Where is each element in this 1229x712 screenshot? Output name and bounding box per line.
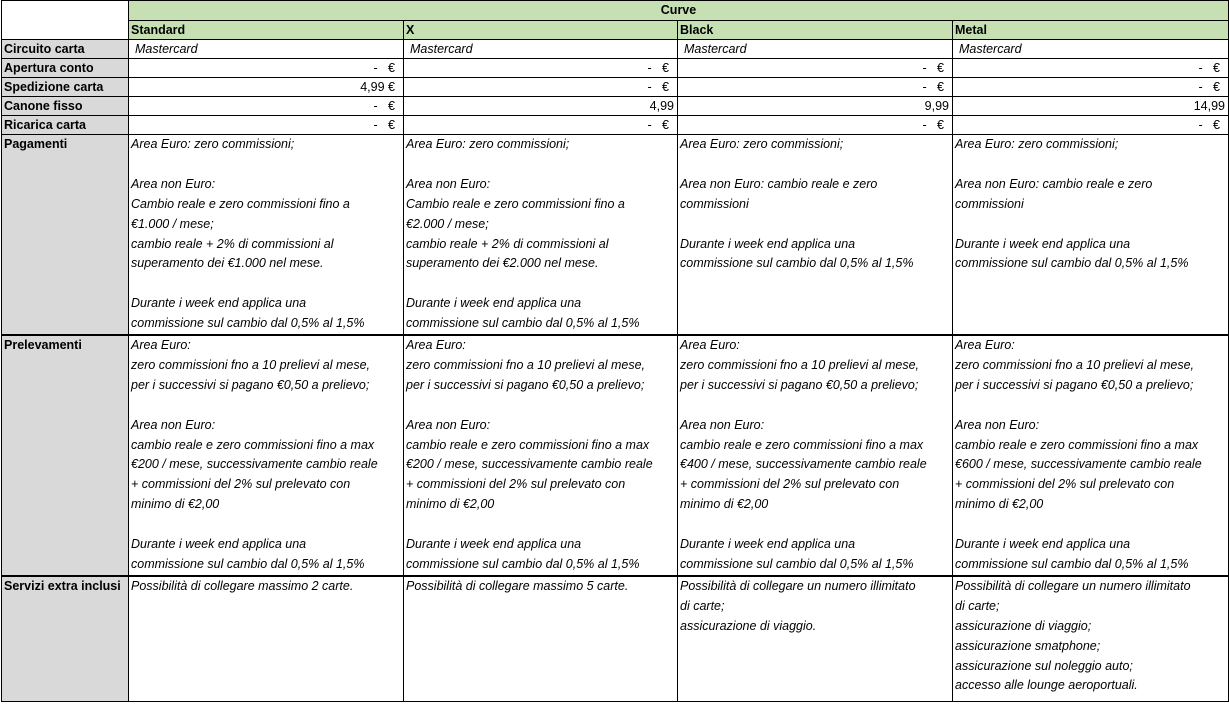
cell-text-line: Possibilità di collegare massimo 5 carte. bbox=[406, 578, 629, 593]
cell-text-line: zero commissioni fno a 10 prelievi al mese, bbox=[131, 357, 370, 372]
cell-text-line: minimo di €2,00 bbox=[680, 497, 769, 512]
cell-text-line bbox=[406, 396, 675, 416]
cell-text-line bbox=[680, 396, 950, 416]
cell-text-line: €400 / mese, successivamente cambio reale bbox=[680, 457, 927, 472]
cell-prelevamenti-x[interactable] bbox=[404, 335, 678, 576]
comparison-table bbox=[1, 0, 1229, 702]
cell-text-line: Area non Euro: bbox=[680, 417, 765, 432]
row-label-prelevamenti[interactable]: Prelevamenti bbox=[2, 335, 129, 576]
plan-header-black[interactable]: Black bbox=[678, 20, 953, 40]
cell-circuito-standard[interactable]: Mastercard bbox=[129, 40, 404, 59]
cell-text-line: Cambio reale e zero commissioni fino a bbox=[406, 196, 625, 211]
cell-text-line: Area Euro: zero commissioni; bbox=[406, 137, 570, 151]
cell-canone-black[interactable]: 9,99 bbox=[678, 97, 953, 116]
cell-text-line: Area non Euro: bbox=[955, 417, 1040, 432]
cell-text-line: Area Euro: zero commissioni; bbox=[680, 137, 844, 151]
cell-text-line: commissioni bbox=[955, 196, 1024, 211]
cell-text-line bbox=[955, 215, 1226, 235]
cell-text-line: + commissioni del 2% sul prelevato con bbox=[680, 477, 900, 492]
cell-canone-standard[interactable]: - € bbox=[129, 97, 404, 116]
cell-text-line: Possibilità di collegare un numero illimitato bbox=[955, 578, 1191, 593]
cell-text-line: Area non Euro: bbox=[406, 417, 491, 432]
cell-text-line: di carte; bbox=[680, 598, 725, 613]
cell-ricarica-x[interactable]: - € bbox=[404, 116, 678, 135]
cell-pagamenti-black[interactable] bbox=[678, 135, 953, 336]
cell-text-line: Area Euro: zero commissioni; bbox=[955, 137, 1119, 151]
cell-text-line: cambio reale e zero commissioni fino a max bbox=[955, 437, 1199, 452]
cell-canone-x[interactable]: 4,99 bbox=[404, 97, 678, 116]
cell-text-line: commissione sul cambio dal 0,5% al 1,5% bbox=[955, 256, 1189, 271]
cell-text-line bbox=[955, 396, 1226, 416]
cell-text-line: per i successivi si pagano €0,50 a prelievo; bbox=[131, 377, 370, 392]
cell-text-line bbox=[955, 155, 1226, 175]
cell-text-line bbox=[680, 515, 950, 535]
cell-text-line: commissione sul cambio dal 0,5% al 1,5% bbox=[131, 316, 365, 331]
cell-apertura-x[interactable]: - € bbox=[404, 59, 678, 78]
cell-text-line: zero commissioni fno a 10 prelievi al mese, bbox=[955, 357, 1194, 372]
cell-circuito-metal[interactable]: Mastercard bbox=[953, 40, 1229, 59]
cell-text-line: per i successivi si pagano €0,50 a prelievo; bbox=[955, 377, 1194, 392]
cell-circuito-x[interactable]: Mastercard bbox=[404, 40, 678, 59]
cell-pagamenti-metal[interactable] bbox=[953, 135, 1229, 336]
cell-text-line: + commissioni del 2% sul prelevato con bbox=[955, 477, 1175, 492]
cell-text-line bbox=[406, 155, 675, 175]
cell-servizi-x[interactable] bbox=[404, 576, 678, 702]
cell-text-line bbox=[680, 155, 950, 175]
cell-text-line: €200 / mese, successivamente cambio reale bbox=[406, 457, 653, 472]
cell-text-line: cambio reale + 2% di commissioni al bbox=[406, 236, 609, 251]
cell-text-line: cambio reale + 2% di commissioni al bbox=[131, 236, 334, 251]
cell-text-line: per i successivi si pagano €0,50 a prelievo; bbox=[680, 377, 919, 392]
cell-apertura-standard[interactable]: - € bbox=[129, 59, 404, 78]
cell-canone-metal[interactable]: 14,99 bbox=[953, 97, 1229, 116]
row-prelevamenti bbox=[2, 335, 1229, 576]
cell-text-line bbox=[131, 515, 401, 535]
row-label-ricarica[interactable]: Ricarica carta bbox=[2, 116, 129, 135]
cell-text-line: + commissioni del 2% sul prelevato con bbox=[131, 477, 351, 492]
cell-text-line: cambio reale e zero commissioni fino a max bbox=[680, 437, 924, 452]
row-pagamenti bbox=[2, 135, 1229, 336]
cell-text-line: €200 / mese, successivamente cambio reale bbox=[131, 457, 378, 472]
cell-text-line: Durante i week end applica una bbox=[406, 296, 582, 311]
cell-text-line bbox=[406, 515, 675, 535]
cell-text-line: Durante i week end applica una bbox=[680, 236, 856, 251]
cell-text-line: Area Euro: bbox=[680, 338, 740, 353]
cell-text-line: di carte; bbox=[955, 598, 1000, 613]
cell-text-line: Durante i week end applica una bbox=[131, 296, 307, 311]
plan-header-x[interactable]: X bbox=[404, 20, 678, 40]
row-apertura-conto bbox=[2, 59, 1229, 78]
cell-text-line: Area non Euro: cambio reale e zero bbox=[680, 176, 878, 191]
cell-pagamenti-standard[interactable] bbox=[129, 135, 404, 336]
cell-spedizione-black[interactable]: - € bbox=[678, 78, 953, 97]
group-title[interactable]: Curve bbox=[129, 1, 1229, 21]
cell-text-line: commissioni bbox=[680, 196, 749, 211]
cell-text-line: cambio reale e zero commissioni fino a max bbox=[131, 437, 375, 452]
cell-text-line: Durante i week end applica una bbox=[406, 537, 582, 552]
row-label-circuito[interactable]: Circuito carta bbox=[2, 40, 129, 59]
cell-text-line: assicurazione sul noleggio auto; bbox=[955, 658, 1133, 673]
cell-text-line: superamento dei €2.000 nel mese. bbox=[406, 256, 599, 271]
cell-text-line: Area Euro: bbox=[131, 338, 191, 353]
cell-pagamenti-x[interactable] bbox=[404, 135, 678, 336]
corner-cell[interactable] bbox=[2, 1, 129, 40]
cell-spedizione-metal[interactable]: - € bbox=[953, 78, 1229, 97]
cell-apertura-black[interactable]: - € bbox=[678, 59, 953, 78]
cell-spedizione-x[interactable]: - € bbox=[404, 78, 678, 97]
cell-text-line: Cambio reale e zero commissioni fino a bbox=[131, 196, 350, 211]
cell-ricarica-black[interactable]: - € bbox=[678, 116, 953, 135]
cell-prelevamenti-metal[interactable] bbox=[953, 335, 1229, 576]
cell-text-line: Area Euro: zero commissioni; bbox=[131, 137, 295, 151]
row-servizi-extra bbox=[2, 576, 1229, 702]
cell-text-line: zero commissioni fno a 10 prelievi al mese, bbox=[406, 357, 645, 372]
cell-text-line: Durante i week end applica una bbox=[955, 236, 1131, 251]
cell-prelevamenti-standard[interactable] bbox=[129, 335, 404, 576]
plan-header-standard[interactable]: Standard bbox=[129, 20, 404, 40]
cell-text-line: Area non Euro: bbox=[131, 176, 216, 191]
cell-text-line: zero commissioni fno a 10 prelievi al mese, bbox=[680, 357, 919, 372]
cell-text-line bbox=[131, 274, 401, 294]
cell-text-line: €2.000 / mese; bbox=[406, 216, 489, 231]
cell-text-line: commissione sul cambio dal 0,5% al 1,5% bbox=[406, 316, 640, 331]
plan-header-metal[interactable]: Metal bbox=[953, 20, 1229, 40]
cell-text-line bbox=[406, 274, 675, 294]
cell-text-line: Area non Euro: bbox=[131, 417, 216, 432]
group-header-row bbox=[2, 1, 1229, 21]
row-ricarica-carta bbox=[2, 116, 1229, 135]
cell-text-line: Area non Euro: cambio reale e zero bbox=[955, 176, 1153, 191]
cell-text-line: Durante i week end applica una bbox=[955, 537, 1131, 552]
cell-text-line bbox=[680, 215, 950, 235]
row-spedizione-carta bbox=[2, 78, 1229, 97]
cell-text-line: minimo di €2,00 bbox=[955, 497, 1044, 512]
cell-servizi-standard[interactable] bbox=[129, 576, 404, 702]
plan-header-row bbox=[2, 20, 1229, 40]
cell-text-line: + commissioni del 2% sul prelevato con bbox=[406, 477, 626, 492]
row-label-servizi[interactable]: Servizi extra inclusi bbox=[2, 576, 129, 702]
cell-text-line: assicurazione di viaggio; bbox=[955, 618, 1092, 633]
cell-text-line: per i successivi si pagano €0,50 a prelievo; bbox=[406, 377, 645, 392]
cell-text-line: commissione sul cambio dal 0,5% al 1,5% bbox=[955, 556, 1189, 571]
cell-text-line bbox=[131, 155, 401, 175]
cell-servizi-black[interactable] bbox=[678, 576, 953, 702]
cell-text-line: Possibilità di collegare un numero illimitato bbox=[680, 578, 916, 593]
cell-text-line: assicurazione di viaggio. bbox=[680, 618, 817, 633]
cell-text-line: €1.000 / mese; bbox=[131, 216, 214, 231]
cell-text-line: Possibilità di collegare massimo 2 carte. bbox=[131, 578, 354, 593]
cell-text-line: Area Euro: bbox=[406, 338, 466, 353]
cell-ricarica-standard[interactable]: - € bbox=[129, 116, 404, 135]
row-circuito-carta bbox=[2, 40, 1229, 59]
cell-spedizione-standard[interactable]: 4,99 € bbox=[129, 78, 404, 97]
row-label-canone[interactable]: Canone fisso bbox=[2, 97, 129, 116]
cell-text-line: assicurazione smatphone; bbox=[955, 638, 1101, 653]
cell-prelevamenti-black[interactable] bbox=[678, 335, 953, 576]
row-label-pagamenti[interactable]: Pagamenti bbox=[2, 135, 129, 336]
cell-text-line: commissione sul cambio dal 0,5% al 1,5% bbox=[406, 556, 640, 571]
cell-text-line: cambio reale e zero commissioni fino a max bbox=[406, 437, 650, 452]
row-canone-fisso bbox=[2, 97, 1229, 116]
cell-text-line: accesso alle lounge aeroportuali. bbox=[955, 678, 1138, 693]
row-label-spedizione[interactable]: Spedizione carta bbox=[2, 78, 129, 97]
cell-text-line: Area non Euro: bbox=[406, 176, 491, 191]
cell-text-line: commissione sul cambio dal 0,5% al 1,5% bbox=[680, 556, 914, 571]
cell-text-line: minimo di €2,00 bbox=[131, 497, 220, 512]
cell-text-line bbox=[131, 396, 401, 416]
cell-text-line: superamento dei €1.000 nel mese. bbox=[131, 256, 324, 271]
cell-servizi-metal[interactable] bbox=[953, 576, 1229, 702]
cell-text-line bbox=[955, 515, 1226, 535]
cell-text-line: commissione sul cambio dal 0,5% al 1,5% bbox=[131, 556, 365, 571]
row-label-apertura[interactable]: Apertura conto bbox=[2, 59, 129, 78]
cell-ricarica-metal[interactable]: - € bbox=[953, 116, 1229, 135]
cell-text-line: €600 / mese, successivamente cambio reale bbox=[955, 457, 1202, 472]
cell-text-line: commissione sul cambio dal 0,5% al 1,5% bbox=[680, 256, 914, 271]
cell-text-line: Durante i week end applica una bbox=[680, 537, 856, 552]
cell-apertura-metal[interactable]: - € bbox=[953, 59, 1229, 78]
cell-text-line: Area Euro: bbox=[955, 338, 1015, 353]
cell-circuito-black[interactable]: Mastercard bbox=[678, 40, 953, 59]
cell-text-line: Durante i week end applica una bbox=[131, 537, 307, 552]
cell-text-line: minimo di €2,00 bbox=[406, 497, 495, 512]
